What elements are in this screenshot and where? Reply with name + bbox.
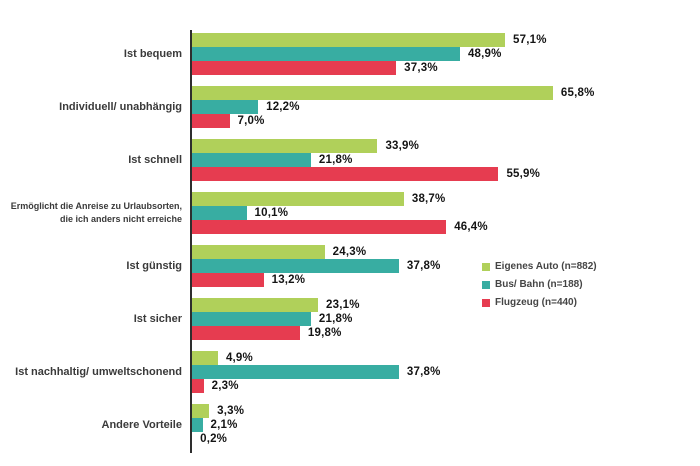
value-label: 0,2% [200, 433, 228, 445]
value-label: 3,3% [217, 405, 245, 417]
bar-eigenes-auto [191, 351, 218, 365]
value-label: 19,8% [307, 327, 342, 339]
category-row [0, 192, 595, 234]
bar-line [191, 245, 441, 259]
bar-group [191, 33, 547, 75]
bar-group [191, 298, 360, 340]
value-label: 10,1% [254, 207, 289, 219]
bar-line [191, 273, 441, 287]
bar-bus-bahn [191, 418, 203, 432]
bar-line [191, 192, 488, 206]
bar-eigenes-auto [191, 298, 318, 312]
value-label: 21,8% [318, 154, 353, 166]
bar-line [191, 61, 547, 75]
bar-eigenes-auto [191, 86, 553, 100]
bar-group [191, 139, 540, 181]
bar-group [191, 245, 441, 287]
bar-flugzeug [191, 273, 264, 287]
bar-flugzeug [191, 61, 396, 75]
value-label: 2,1% [210, 419, 238, 431]
value-label: 2,3% [211, 380, 239, 392]
bar-flugzeug [191, 379, 204, 393]
bar-line [191, 379, 441, 393]
legend-item-bus-bahn [482, 279, 597, 290]
value-label: 48,9% [467, 48, 502, 60]
bar-eigenes-auto [191, 33, 505, 47]
legend-label: Eigenes Auto (n=882) [495, 261, 597, 272]
bar-line [191, 139, 540, 153]
value-label: 37,8% [406, 366, 441, 378]
category-row [0, 33, 595, 75]
category-label: Ist bequem [123, 47, 182, 60]
value-label: 38,7% [411, 193, 446, 205]
y-axis-line [190, 30, 192, 453]
bar-group [191, 351, 441, 393]
legend-item-flugzeug [482, 297, 597, 308]
bar-line [191, 153, 540, 167]
bar-eigenes-auto [191, 192, 404, 206]
value-label: 65,8% [560, 87, 595, 99]
bar-line [191, 167, 540, 181]
legend-label: Flugzeug (n=440) [495, 297, 577, 308]
value-label: 7,0% [237, 115, 265, 127]
bar-flugzeug [191, 326, 300, 340]
category-label: Individuell/ unabhängig [59, 100, 182, 113]
bar-bus-bahn [191, 153, 311, 167]
value-label: 57,1% [513, 34, 547, 46]
legend [482, 261, 597, 315]
legend-swatch-flugzeug [482, 299, 490, 307]
bar-bus-bahn [191, 259, 399, 273]
bar-line [191, 432, 244, 446]
value-label: 24,3% [332, 246, 367, 258]
chart-rows [0, 33, 595, 457]
value-label: 23,1% [326, 299, 360, 311]
value-label: 37,8% [406, 260, 441, 272]
category-label: Ermöglicht die Anreise zu Urlaubsorten, die ich anders nicht erreiche [10, 200, 182, 224]
category-label: Ist nachhaltig/ umweltschonend [15, 365, 182, 378]
bar-eigenes-auto [191, 139, 377, 153]
value-label: 12,2% [266, 101, 300, 113]
category-row [0, 351, 595, 393]
bar-bus-bahn [191, 312, 311, 326]
category-row [0, 139, 595, 181]
bar-line [191, 365, 441, 379]
category-row [0, 404, 595, 446]
bar-line [191, 100, 595, 114]
legend-label: Bus/ Bahn (n=188) [495, 279, 583, 290]
bar-line [191, 47, 547, 61]
bar-line [191, 326, 360, 340]
bar-line [191, 86, 595, 100]
bar-group [191, 404, 244, 446]
bar-bus-bahn [191, 47, 460, 61]
value-label: 21,8% [318, 313, 353, 325]
category-label: Andere Vorteile [101, 418, 182, 431]
bar-flugzeug [191, 220, 446, 234]
bar-line [191, 114, 595, 128]
value-label: 4,9% [225, 352, 253, 364]
bar-eigenes-auto [191, 245, 325, 259]
category-label: Ist schnell [128, 153, 182, 166]
bar-line [191, 259, 441, 273]
category-label: Ist sicher [133, 312, 182, 325]
bar-bus-bahn [191, 100, 258, 114]
bar-eigenes-auto [191, 404, 209, 418]
bar-line [191, 220, 488, 234]
value-label: 33,9% [385, 140, 420, 152]
category-row [0, 86, 595, 128]
value-label: 55,9% [506, 168, 541, 180]
legend-swatch-eigenes-auto [482, 263, 490, 271]
bar-line [191, 404, 244, 418]
value-label: 13,2% [271, 274, 306, 286]
bar-group [191, 86, 595, 128]
legend-swatch-bus-bahn [482, 281, 490, 289]
bar-line [191, 312, 360, 326]
bar-line [191, 206, 488, 220]
bar-bus-bahn [191, 365, 399, 379]
bar-flugzeug [191, 167, 498, 181]
bar-line [191, 298, 360, 312]
value-label: 46,4% [454, 221, 488, 233]
bar-group [191, 192, 488, 234]
bar-line [191, 418, 244, 432]
legend-item-eigenes-auto [482, 261, 597, 272]
bar-bus-bahn [191, 206, 247, 220]
bar-line [191, 33, 547, 47]
bar-flugzeug [191, 114, 230, 128]
category-label: Ist günstig [126, 259, 182, 272]
value-label: 37,3% [404, 62, 438, 74]
bar-line [191, 351, 441, 365]
